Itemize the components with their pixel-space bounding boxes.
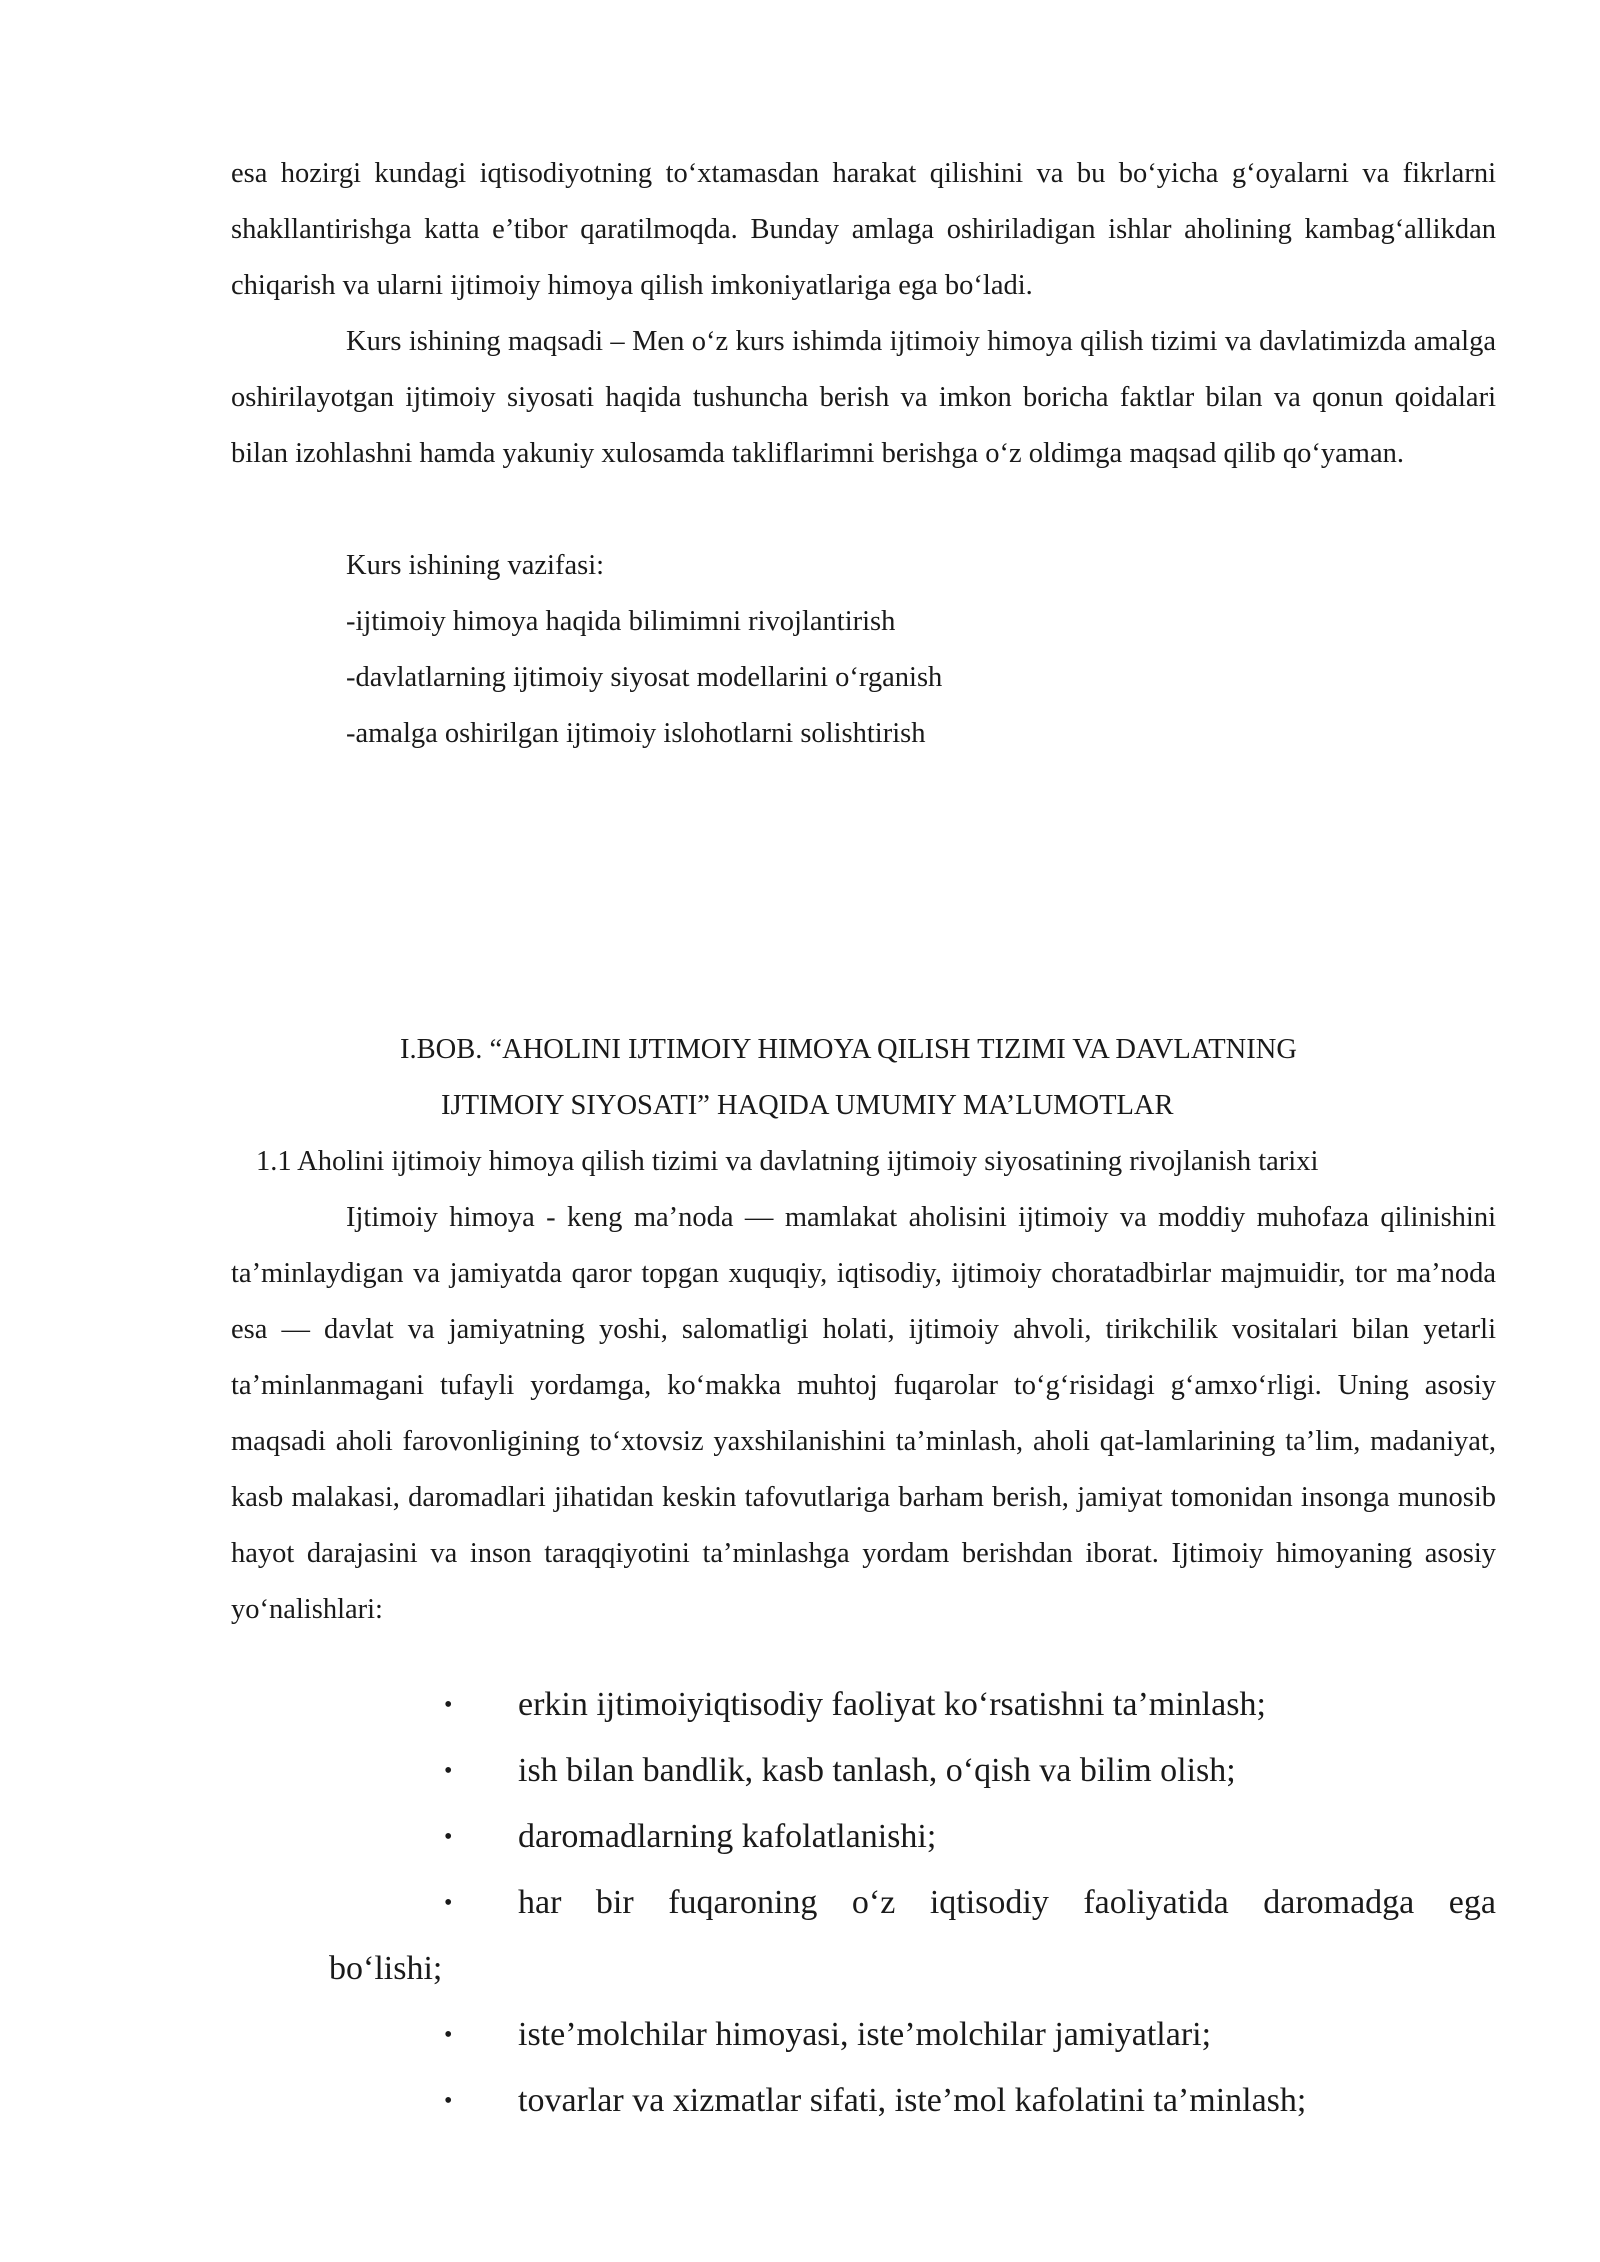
list-item: [0, 2068, 1600, 2134]
list-item-text: ish bilan bandlik, kasb tanlash, o‘qish va bilim olish;: [518, 1752, 1236, 1789]
bullet-icon: •: [444, 1890, 453, 1916]
intro-paragraph: esa hozirgi kundagi iqtisodiyotning to‘xtamasdan harakat qilishini va bu bo‘yicha g‘oyalarni va fikrlarni shakllantirishga katta e’tibor qaratilmoqda. Bunday amlaga oshiriladigan ishlar aholining kambag‘allikdan chiqarish va ularni ijtimoiy himoya qilish imkoniyatlariga ega bo‘ladi.: [231, 158, 1496, 301]
list-item-text: tovarlar va xizmatlar sifati, iste’mol kafolatini ta’minlash;: [518, 2082, 1307, 2119]
section-title: 1.1 Aholini ijtimoiy himoya qilish tizimi va davlatning ijtimoiy siyosatining rivojlanish tarixi: [256, 1146, 1319, 1177]
list-item: [0, 1738, 1600, 1804]
task-item: -davlatlarning ijtimoiy siyosat modellarini o‘rganish: [346, 662, 943, 693]
chapter-title-line-1: I.BOB. “AHOLINI IJTIMOIY HIMOYA QILISH TIZIMI VA DAVLATNING: [400, 1034, 1297, 1065]
list-item: [0, 1870, 1600, 2002]
chapter-title-line-2: IJTIMOIY SIYOSATI” HAQIDA UMUMIY MA’LUMOTLAR: [441, 1090, 1174, 1121]
section-paragraph: Ijtimoiy himoya - keng ma’noda — mamlakat aholisini ijtimoiy va moddiy muhofaza qilinishini ta’minlaydigan va jamiyatda qaror topgan xuquqiy, iqtisodiy, ijtimoiy choratadbirlar majmuidir, tor ma’noda esa — davlat va jamiyatning yoshi, salomatligi holati, ijtimoiy ahvoli, tirikchilik vositalari bilan yetarli ta’minlanmagani tufayli yordamga, ko‘makka muhtoj fuqarolar to‘g‘risidagi g‘amxo‘rligi. Uning asosiy maqsadi aholi farovonligining to‘xtovsiz yaxshilanishini ta’minlash, aholi qat-lamlarining ta’lim, madaniyat, kasb malakasi, daromadlari jihatidan keskin tafovutlariga barham berish, jamiyat tomonidan insonga munosib hayot darajasini va inson taraqqiyotini ta’minlashga yordam berishdan iborat. Ijtimoiy himoyaning asosiy yo‘nalishlari:: [231, 1202, 1496, 1625]
tasks-heading: Kurs ishining vazifasi:: [346, 550, 605, 581]
bullet-icon: •: [444, 1692, 453, 1718]
directions-list: [0, 1672, 1600, 2134]
bullet-icon: •: [444, 2022, 453, 2048]
goal-paragraph: Kurs ishining maqsadi – Men o‘z kurs ishimda ijtimoiy himoya qilish tizimi va davlatimizda amalga oshirilayotgan ijtimoiy siyosati haqida tushuncha berish va imkon boricha faktlar bilan va qonun qoidalari bilan izohlashni hamda yakuniy xulosamda takliflarimni berishga o‘z oldimga maqsad qilib qo‘yaman.: [231, 326, 1496, 469]
list-item: [0, 1804, 1600, 1870]
task-item: -ijtimoiy himoya haqida bilimimni rivojlantirish: [346, 606, 896, 637]
list-item: [0, 2002, 1600, 2068]
list-item-text: daromadlarning kafolatlanishi;: [518, 1818, 937, 1855]
bullet-icon: •: [444, 1824, 453, 1850]
task-item: -amalga oshirilgan ijtimoiy islohotlarni solishtirish: [346, 718, 926, 749]
list-item-text: erkin ijtimoiyiqtisodiy faoliyat ko‘rsatishni ta’minlash;: [518, 1686, 1266, 1723]
list-item-text: iste’molchilar himoyasi, iste’molchilar jamiyatlari;: [518, 2016, 1212, 2053]
bullet-icon: •: [444, 2088, 453, 2114]
bullet-icon: •: [444, 1758, 453, 1784]
list-item: [0, 1672, 1600, 1738]
list-item-text: har bir fuqaroning o‘z iqtisodiy faoliyatida daromadga ega: [518, 1884, 1496, 1921]
list-item-text-continuation: bo‘lishi;: [329, 1950, 443, 1987]
